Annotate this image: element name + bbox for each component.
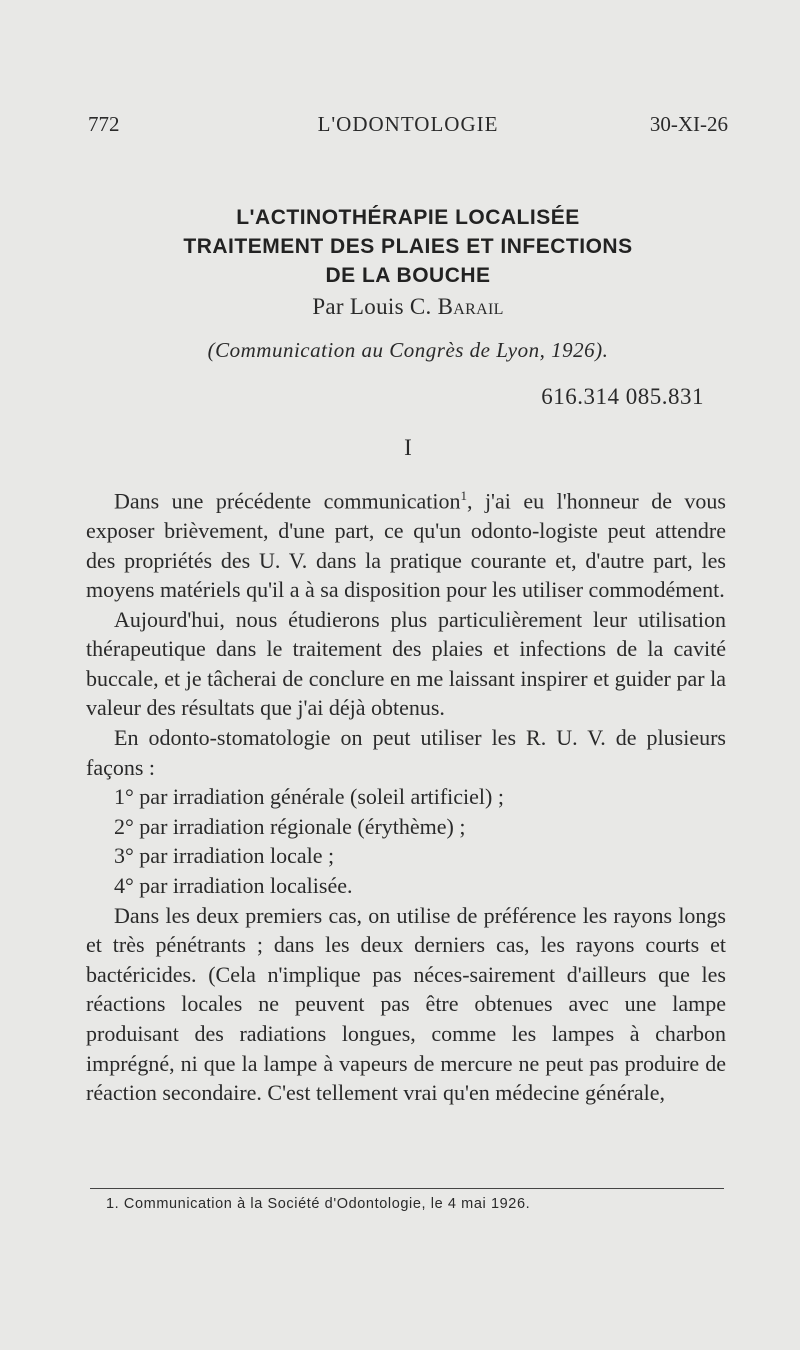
paragraph-3: En odonto-stomatologie on peut utiliser les R. U. V. de plusieurs façons :	[86, 725, 726, 780]
body-text	[86, 481, 726, 1108]
author-prefix: Par Louis C.	[312, 294, 438, 319]
title-line-2: TRAITEMENT DES PLAIES ET INFECTIONS	[183, 235, 633, 258]
journal-title: L'ODONTOLOGIE	[317, 112, 499, 136]
title-line-3: DE LA BOUCHE	[325, 264, 491, 287]
issue-date: 30-XI-26	[649, 112, 728, 136]
title-line-1: L'ACTINOTHÉRAPIE LOCALISÉE	[236, 206, 580, 229]
list-item-3: 3° par irradiation locale ;	[114, 843, 335, 869]
communication-note: (Communication au Congrès de Lyon, 1926).	[207, 338, 609, 362]
classification-code: 616.314 085.831	[541, 384, 704, 409]
list-item-4: 4° par irradiation localisée.	[114, 873, 353, 899]
paragraph-1	[86, 481, 726, 605]
page-number: 772	[88, 112, 120, 136]
footnote: 1. Communication à la Société d'Odontologie, le 4 mai 1926.	[106, 1196, 531, 1212]
paragraph-2: Aujourd'hui, nous étudierons plus particulièrement leur utilisation thérapeutique dans le traitement des plaies et infections de la cavité buccale, et je tâcherai de conclure en me laissant inspirer et guider par la valeur des résultats que j'ai déjà obtenus.	[86, 606, 726, 721]
footnote-divider	[90, 1188, 724, 1189]
paragraph-4: Dans les deux premiers cas, on utilise de préférence les rayons longs et très pénétrants ; dans les deux derniers cas, les rayons courts et bactéricides. (Cela n'implique pas néces-sairement d'ailleurs que les réactions locales ne peuvent pas être obtenues avec une lampe produisant des radiations longues, comme les lampes à charbon imprégné, ni que la lampe à vapeurs de mercure ne peut pas produire de réaction secondaire. C'est tellement vrai qu'en médecine générale,	[86, 902, 726, 1106]
section-numeral: I	[404, 435, 412, 460]
list-item-2: 2° par irradiation régionale (érythème) ;	[114, 813, 466, 839]
article-title	[100, 203, 716, 290]
running-head	[88, 112, 728, 140]
paragraph-1-rest: , j'ai eu l'honneur de vous exposer brièvement, d'une part, ce qu'un odonto-logiste peut attendre des propriétés des U. V. dans la pratique courante et, d'autre part, les moyens matériels qu'il a à sa disposition pour les utiliser commodément.	[86, 488, 726, 603]
list-item-1: 1° par irradiation générale (soleil artificiel) ;	[114, 784, 504, 810]
paragraph-1-start: Dans une précédente communication	[114, 488, 461, 514]
author-surname: Barail	[437, 294, 504, 319]
author-line	[100, 294, 716, 320]
footnote-marker: 1	[460, 488, 467, 503]
